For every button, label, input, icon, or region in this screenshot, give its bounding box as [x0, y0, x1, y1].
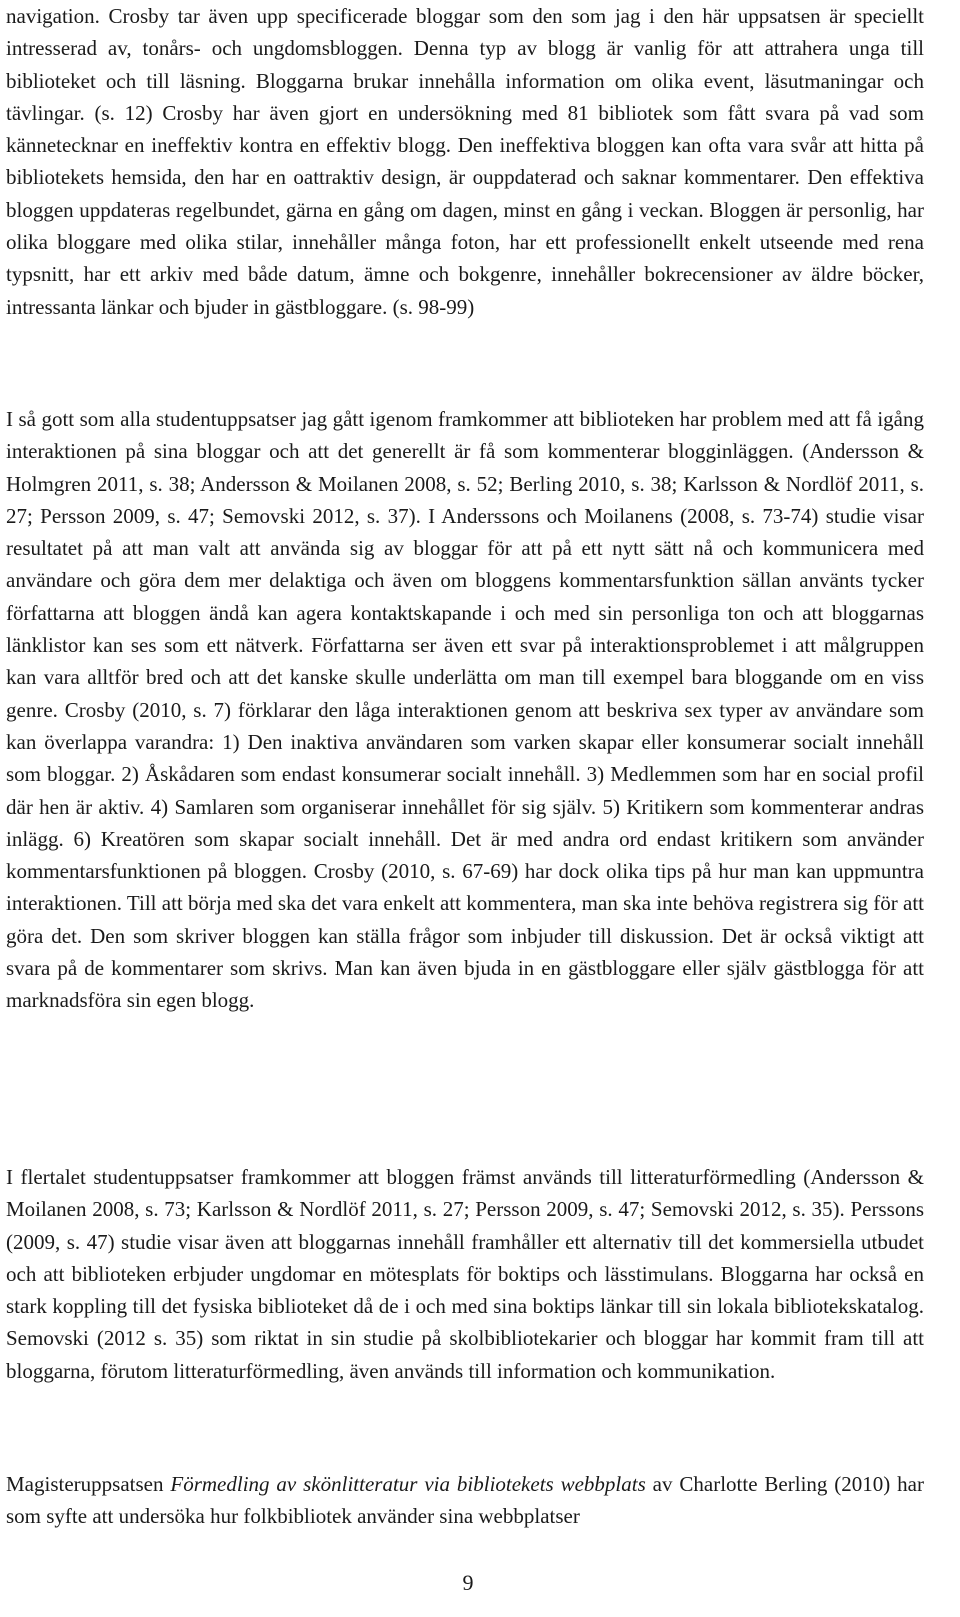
- paragraph-text: av Charlotte Berling (2010) har som syfte att undersöka hur folkbibliotek använder sina webbplatser: [6, 1472, 924, 1529]
- thesis-title: Förmedling av skönlitteratur via bibliotekets webbplats: [170, 1472, 646, 1496]
- page-number: 9: [462, 1570, 474, 1595]
- paragraph-text: Magisteruppsatsen: [6, 1472, 171, 1496]
- body-paragraph: I flertalet studentuppsatser framkommer att bloggen främst används till litteraturförmedling (Andersson & Moilanen 2008, s. 73; Karlsson & Nordlöf 2011, s. 27; Persson 2009, s. 47; Semovski 2012, s. 35). Perssons (2009, s. 47) studie visar även att bloggarnas innehåll framhåller ett alternativ till det kommersiella utbudet och att biblioteken erbjuder ungdomar en mötesplats för boktips och lässtimulans. Bloggarna har också en stark koppling till det fysiska biblioteket då de i och med sina boktips länkar till sin lokala bibliotekskatalog. Semovski (2012 s. 35) som riktat in sin studie på skolbibliotekarier och bloggar har kommit fram till att bloggarna, förutom litteraturförmedling, även används till information och kommunikation.: [6, 1165, 924, 1383]
- body-paragraph: I så gott som alla studentuppsatser jag gått igenom framkommer att biblioteken har problem med att få igång interaktionen på sina bloggar och att det generellt är få som kommenterar blogginläggen. (Andersson & Holmgren 2011, s. 38; Andersson & Moilanen 2008, s. 52; Berling 2010, s. 38; Karlsson & Nordlöf 2011, s. 27; Persson 2009, s. 47; Semovski 2012, s. 37). I Anderssons och Moilanens (2008, s. 73-74) studie visar resultatet på att man valt att använda sig av bloggar för att på ett nytt sätt nå och kommunicera med användare och göra dem mer delaktiga och även om bloggens kommentarsfunktion sällan använts tycker författarna att bloggen ändå kan agera kontaktskapande i och med sin personliga ton och att bloggarnas länklistor kan ses som ett nätverk. Författarna ser även ett svar på interaktionsproblemet i att målgruppen kan vara alltför bred och att det kanske skulle underlätta om man till exempel bara bloggande om en viss genre. Crosby (2010, s. 7) förklarar den låga interaktionen genom att beskriva sex typer av användare som kan överlappa varandra: 1) Den inaktiva användaren som varken skapar eller konsumerar socialt innehåll som bloggar. 2) Åskådaren som endast konsumerar socialt innehåll. 3) Medlemmen som har en social profil där hen är aktiv. 4) Samlaren som organiserar innehållet för sig själv. 5) Kritikern som kommenterar andras inlägg. 6) Kreatören som skapar socialt innehåll. Det är med andra ord endast kritikern som använder kommentarsfunktionen på bloggen. Crosby (2010, s. 67-69) har dock olika tips på hur man kan uppmuntra interaktionen. Till att börja med ska det vara enkelt att kommentera, man ska inte behöva registrera sig för att göra det. Den som skriver bloggen kan ställa frågor som inbjuder till diskussion. Det är också viktigt att svara på de kommentarer som skrivs. Man kan även bjuda in en gästbloggare eller själv gästblogga för att marknadsföra sin egen blogg.: [6, 407, 924, 1013]
- body-paragraph: navigation. Crosby tar även upp specificerade bloggar som den som jag i den här uppsatsen är speciellt intresserad av, tonårs- och ungdomsbloggen. Denna typ av blogg är vanlig för att attrahera unga till biblioteket och till läsning. Bloggarna brukar innehålla information om olika event, läsutmaningar och tävlingar. (s. 12) Crosby har även gjort en undersökning med 81 bibliotek som fått svara på vad som kännetecknar en ineffektiv kontra en effektiv blogg. Den ineffektiva bloggen kan ofta vara svår att hitta på bibliotekets hemsida, den har en oattraktiv design, är ouppdaterad och saknar kommentarer. Den effektiva bloggen uppdateras regelbundet, gärna en gång om dagen, minst en gång i veckan. Bloggen är personlig, har olika bloggare med olika stilar, innehåller många foton, har ett professionellt enkelt utseende med rena typsnitt, har ett arkiv med både datum, ämne och bokgenre, innehåller bokrecensioner av äldre böcker, intressanta länkar och bjuder in gästbloggare. (s. 98-99): [6, 4, 924, 319]
- body-paragraph: [6, 1468, 924, 1533]
